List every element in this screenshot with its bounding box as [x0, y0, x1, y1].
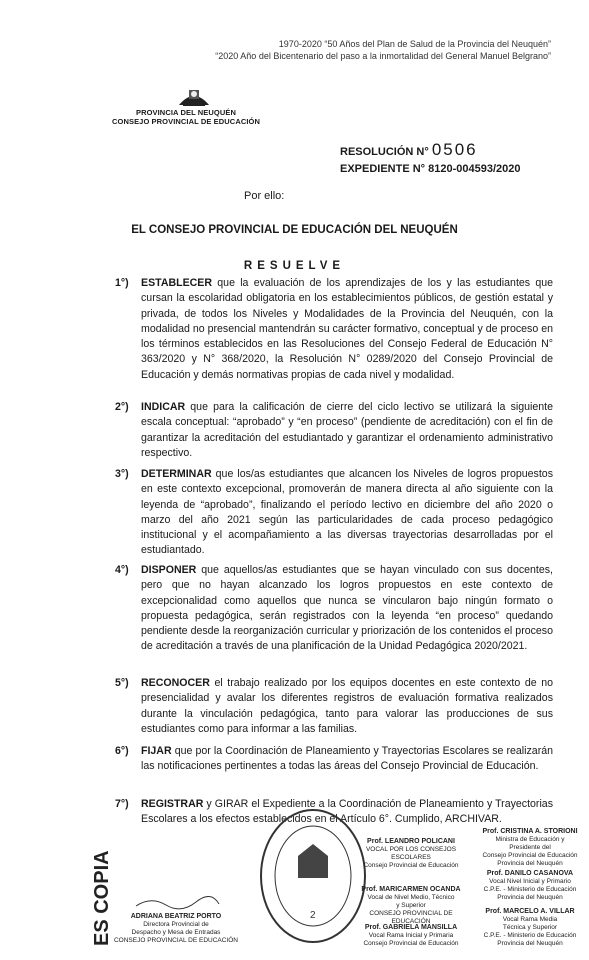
- article-number: 7°): [115, 798, 129, 810]
- institution-council: CONSEJO PROVINCIAL DE EDUCACIÓN: [112, 117, 260, 126]
- article-text: que para la calificación de cierre del ciclo lectivo se utilizará la siguiente escala conceptual: “aprobado” y “en proceso” (pendiente de acreditación) con el fin de garantizar la acreditación del estudiantado y garantizar el ordenamiento administrativo respectivo.: [141, 401, 553, 459]
- article-text: que por la Coordinación de Planeamiento y Trayectorias Escolares se realizarán las notificaciones pertinentes a todas las áreas del Consejo Provincial de Educación.: [141, 745, 553, 773]
- article-3: [115, 467, 553, 559]
- article-number: 4°): [115, 564, 129, 576]
- signature-mansilla: Prof. GABRIELA MANSILLA Vocal Rama Inicial y Primaria Consejo Provincial de Educación: [363, 924, 459, 947]
- es-copia-text: ES COPIA: [91, 850, 113, 946]
- article-1: [115, 276, 553, 383]
- signature-policani: Prof. LEANDRO POLICANI VOCAL POR LOS CONSEJOS ESCOLARES Consejo Provincial de Educación: [363, 838, 459, 869]
- article-number: 1°): [115, 277, 129, 289]
- signature-casanova: Prof. DANILO CASANOVA Vocal Nivel Inicial y Primario C.P.E. - Ministerio de Educación Provincia del Neuquén: [483, 870, 577, 901]
- resolution-block: [340, 141, 521, 178]
- article-text: y GIRAR el Expediente a la Coordinación de Planeamiento y Trayectorias Escolares a los efectos establecidos en el Artículo 6°. Cumplido, ARCHIVAR.: [141, 798, 553, 826]
- header-line-1: 1970-2020 “50 Años del Plan de Salud de la Provincia del Neuquén”: [278, 39, 551, 49]
- signature-porto: ADRIANA BEATRIZ PORTO Directora Provincial de Despacho y Mesa de Entradas CONSEJO PROVINCIAL DE EDUCACIÓN: [112, 896, 240, 945]
- article-text: que la evaluación de los aprendizajes de los y las estudiantes que cursan la escolaridad obligatoria en los establecimientos públicos, de gestión estatal y privada, de todos los Niveles y Modalidades de la Provincia del Neuquén, con la modalidad no presencial mantendrán su carácter formativo, conceptual y de proceso en los términos establecidos en las Resoluciones del Consejo Federal de Educación N° 363/2020 y N° 368/2020, la Resolución N° 0289/2020 del Consejo Provincial de Educación y demás normativas propias de cada nivel y modalidad.: [141, 277, 553, 381]
- consejo-title: EL CONSEJO PROVINCIAL DE EDUCACIÓN DEL NEUQUÉN: [131, 224, 458, 236]
- expediente-number: EXPEDIENTE N° 8120-004593/2020: [340, 163, 521, 175]
- article-number: 5°): [115, 677, 129, 689]
- resuelve-heading: RESUELVE: [243, 260, 346, 272]
- article-verb: FIJAR: [141, 745, 172, 757]
- article-2: [115, 400, 553, 461]
- stamp-page-number: 2: [310, 910, 316, 921]
- article-6: [115, 744, 553, 775]
- article-verb: RECONOCER: [141, 677, 210, 689]
- article-verb: REGISTRAR: [141, 798, 204, 810]
- resolution-number: 0506: [431, 140, 478, 159]
- article-text: que los/as estudiantes que alcancen los Niveles de logros propuestos en este contexto excepcional, promoverán de manera directa al año siguiente con la leyenda de “aprobado”, finalizando el período lectivo en diciembre del año 2020 o marzo del año 2021 según las particularidades de cada proceso pedagógico institucional y el acompañamiento a las diversas trayectorias desarrolladas por el estudiantado.: [141, 468, 553, 557]
- signature-ocanda: Prof. MARICARMEN OCANDA Vocal de Nivel Medio, Técnico y Superior CONSEJO PROVINCIAL DE EDUCACIÓN: [361, 886, 461, 925]
- article-number: 2°): [115, 401, 129, 413]
- signature-villar: Prof. MARCELO A. VILLAR Vocal Rama Media Técnica y Superior C.P.E. - Ministerio de Educación Provincia del Neuquén: [483, 908, 577, 947]
- article-verb: ESTABLECER: [141, 277, 213, 289]
- es-copia-stamp: [86, 838, 114, 948]
- signature-storioni: Prof. CRISTINA A. STORIONI Ministra de Educación y Presidente del Consejo Provincial de Educación Provincia del Neuquén: [482, 828, 578, 867]
- article-verb: INDICAR: [141, 401, 186, 413]
- por-ello: Por ello:: [244, 190, 285, 202]
- resolution-line: [340, 141, 521, 161]
- article-4: [115, 563, 553, 655]
- article-verb: DISPONER: [141, 564, 197, 576]
- handwritten-signature-icon: [131, 896, 221, 910]
- article-verb: DETERMINAR: [141, 468, 212, 480]
- institution-heading: [112, 108, 260, 126]
- resolution-label: RESOLUCIÓN N°: [340, 146, 429, 158]
- article-text: que aquellos/as estudiantes que se hayan vinculado con sus docentes, pero que no hayan alcanzado los logros propuestos en este contexto de excepcionalidad como aquellos que nunca se vincularon bajo ningún formato o propuesta pedagógica, serán registrados con la leyenda “en proceso” quedando pendiente desde la reorganización curricular y priorización de los contenidos el proceso de acreditación a través de una planificación de la Unidad Pedagógica 2020/2021.: [141, 564, 553, 653]
- article-number: 6°): [115, 745, 129, 757]
- provincial-crest-icon: [175, 85, 213, 107]
- header-commemorations: [215, 38, 551, 62]
- institution-province: PROVINCIA DEL NEUQUÉN: [135, 108, 236, 117]
- header-line-2: “2020 Año del Bicentenario del paso a la inmortalidad del General Manuel Belgrano”: [215, 51, 551, 61]
- article-number: 3°): [115, 468, 129, 480]
- article-text: el trabajo realizado por los equipos docentes en este contexto de no presencialidad y avalar los diferentes registros de evaluación formativa realizados durante la vinculación pedagógica, tanto para valorar las producciones de sus estudiantes como para informar a las familias.: [141, 677, 553, 735]
- article-5: [115, 676, 553, 737]
